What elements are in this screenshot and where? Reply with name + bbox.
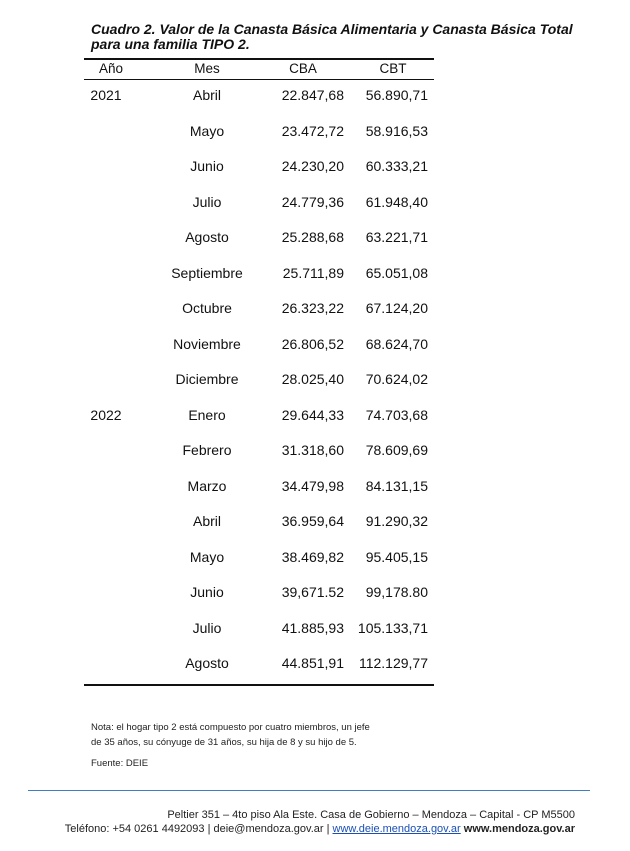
table-row [0, 511, 630, 531]
row-cbt: 78.609,69 [365, 442, 428, 458]
row-cba: 26.806,52 [281, 335, 344, 352]
row-cbt: 63.221,71 [365, 229, 428, 245]
row-year [84, 547, 128, 567]
row-cba: 28.025,40 [281, 371, 344, 387]
row-cbt: 74.703,68 [365, 406, 428, 423]
table-row [0, 227, 630, 247]
footer-contact [0, 822, 575, 836]
row-cbt: 67.124,20 [365, 300, 428, 316]
row-month: Diciembre [175, 371, 239, 387]
table-note [91, 720, 421, 750]
row-month: Agosto [185, 229, 229, 245]
table-row [0, 582, 630, 602]
row-cbt: 58.916,53 [365, 122, 428, 139]
row-month: Junio [190, 584, 224, 600]
row-year [84, 334, 128, 354]
row-cbt: 112.129,77 [358, 655, 428, 671]
row-year [84, 511, 128, 531]
table-row [0, 121, 630, 141]
row-cba: 25.711,89 [282, 264, 344, 281]
row-cba: 44.851,91 [281, 655, 344, 671]
row-month: Octubre [182, 300, 232, 316]
row-cba: 39,671.52 [281, 584, 344, 600]
header-year: Año [98, 61, 124, 76]
table-header-rule [84, 79, 434, 80]
row-year [84, 121, 128, 141]
row-year [84, 192, 128, 212]
row-month: Julio [192, 193, 222, 210]
row-month: Junio [190, 158, 224, 174]
footer-phone-email: Teléfono: +54 0261 4492093 | deie@mendoza.gov.ar | [64, 823, 333, 835]
row-cbt: 70.624,02 [365, 371, 428, 387]
row-cbt: 95.405,15 [365, 548, 428, 565]
row-cbt: 91.290,32 [365, 513, 428, 529]
row-cbt: 65.051,08 [365, 264, 428, 281]
row-cba: 26.323,22 [281, 300, 344, 316]
row-month: Enero [188, 406, 226, 423]
row-month: Mayo [189, 548, 225, 565]
row-cbt: 99,178.80 [365, 584, 428, 600]
row-cba: 25.288,68 [281, 229, 344, 245]
row-month: Abril [192, 87, 221, 103]
row-year [84, 227, 128, 247]
row-cba: 22.847,68 [281, 87, 344, 103]
table-row [0, 263, 630, 283]
note-line-2: de 35 años, su cónyuge de 31 años, su hija de 8 y su hijo de 5. [91, 737, 357, 748]
table-bottom-rule [84, 684, 434, 686]
row-month: Julio [192, 619, 222, 636]
row-year [84, 369, 128, 389]
row-month: Mayo [189, 122, 225, 139]
header-cbt: CBT [379, 61, 407, 76]
footer-address: Peltier 351 – 4to piso Ala Este. Casa de Gobierno – Mendoza – Capital - CP M5500 [167, 809, 575, 821]
table-row [0, 156, 630, 176]
source-note: Fuente: DEIE [91, 758, 149, 769]
footer-website: www.mendoza.gov.ar [460, 823, 575, 835]
row-year [84, 476, 128, 496]
footer-deie-link[interactable]: www.deie.mendoza.gov.ar [332, 823, 461, 835]
table-row [0, 618, 630, 638]
row-month: Septiembre [171, 264, 243, 281]
row-month: Noviembre [173, 335, 241, 352]
row-year [84, 156, 128, 176]
row-year [84, 618, 128, 638]
note-line-1: Nota: el hogar tipo 2 está compuesto por cuatro miembros, un jefe [91, 722, 370, 733]
row-cba: 34.479,98 [281, 477, 344, 494]
row-cbt: 60.333,21 [365, 158, 428, 174]
row-cba: 23.472,72 [281, 122, 344, 139]
row-cbt: 56.890,71 [365, 87, 428, 103]
row-year [84, 298, 128, 318]
table-title-line-2: para una familia TIPO 2. [91, 36, 250, 52]
header-month: Mes [194, 61, 220, 76]
row-cbt: 105.133,71 [357, 619, 428, 636]
table-row [0, 334, 630, 354]
row-year: 2022 [90, 406, 122, 423]
row-cba: 38.469,82 [281, 548, 344, 565]
row-cbt: 68.624,70 [365, 335, 428, 352]
row-year [84, 653, 128, 673]
row-month: Abril [192, 513, 221, 529]
row-cba: 24.779,36 [281, 193, 344, 210]
table-row [0, 476, 630, 496]
table-title-line-1: Cuadro 2. Valor de la Canasta Básica Alimentaria y Canasta Básica Total [91, 21, 573, 37]
header-cba: CBA [289, 61, 317, 76]
table-row [0, 369, 630, 389]
row-year [84, 263, 128, 283]
table-row [0, 653, 630, 673]
row-cba: 24.230,20 [281, 158, 344, 174]
row-cba: 29.644,33 [281, 406, 344, 423]
row-cba: 31.318,60 [281, 442, 344, 458]
footer-divider [28, 790, 590, 791]
row-month: Agosto [185, 655, 229, 671]
table-row [0, 405, 630, 425]
row-cba: 36.959,64 [281, 513, 344, 529]
table-row [0, 298, 630, 318]
row-cba: 41.885,93 [281, 619, 344, 636]
table-row [0, 85, 630, 105]
row-month: Marzo [187, 477, 227, 494]
row-cbt: 61.948,40 [365, 193, 428, 210]
table-title [91, 22, 591, 52]
row-month: Febrero [182, 442, 232, 458]
row-cbt: 84.131,15 [365, 477, 428, 494]
table-row [0, 192, 630, 212]
row-year [84, 440, 128, 460]
table-row [0, 547, 630, 567]
row-year: 2021 [90, 87, 122, 103]
table-row [0, 440, 630, 460]
row-year [84, 582, 128, 602]
